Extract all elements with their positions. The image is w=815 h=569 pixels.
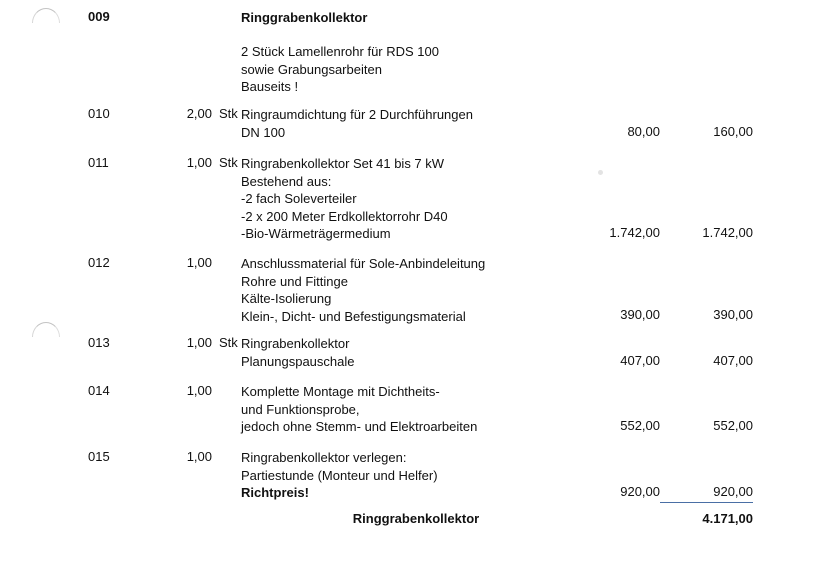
row-unit-price: 407,00 xyxy=(620,353,660,368)
row-position: 012 xyxy=(88,255,110,270)
description-line: Ringrabenkollektor verlegen: xyxy=(241,450,407,465)
row-position: 013 xyxy=(88,335,110,350)
row-quantity: 1,00 xyxy=(186,255,212,270)
description-line: Rohre und Fittinge xyxy=(241,273,348,289)
description-line: DN 100 xyxy=(241,124,286,140)
row-description xyxy=(241,155,591,243)
description-line: 2 Stück Lamellenrohr für RDS 100 xyxy=(241,44,439,59)
description-line: Klein-, Dicht- und Befestigungsmaterial xyxy=(241,308,466,324)
row-unit-price: 920,00 xyxy=(620,484,660,499)
row-total-price: 1.742,00 xyxy=(702,225,753,240)
row-quantity: 2,00 xyxy=(186,106,212,121)
row-quantity: 1,00 xyxy=(186,155,212,170)
row-quantity: 1,00 xyxy=(186,449,212,464)
description-line: Ringrabenkollektor xyxy=(241,336,350,351)
description-line: Ringgrabenkollektor xyxy=(241,10,368,25)
row-description xyxy=(241,9,591,27)
row-total-price: 552,00 xyxy=(713,418,753,433)
row-description xyxy=(241,449,591,502)
row-description xyxy=(241,255,591,325)
row-unit: Stk xyxy=(219,106,238,121)
description-line: Planungspauschale xyxy=(241,353,355,369)
row-total-price: 920,00 xyxy=(713,484,753,499)
row-position: 014 xyxy=(88,383,110,398)
row-position: 015 xyxy=(88,449,110,464)
row-unit: Stk xyxy=(219,155,238,170)
description-line: Ringraumdichtung für 2 Durchführungen xyxy=(241,107,473,122)
row-total-price: 407,00 xyxy=(713,353,753,368)
description-line: Ringrabenkollektor Set 41 bis 7 kW xyxy=(241,156,445,171)
description-line: Kälte-Isolierung xyxy=(241,291,332,306)
row-unit-price: 80,00 xyxy=(627,124,660,139)
row-position: 009 xyxy=(88,9,110,24)
row-total-price: 390,00 xyxy=(713,307,753,322)
punch-hole-mark-icon xyxy=(32,322,60,337)
description-line: -2 x 200 Meter Erdkollektorrohr D40 xyxy=(241,208,448,224)
description-line: Partiestunde (Monteur und Helfer) xyxy=(241,467,438,483)
row-description xyxy=(241,383,591,436)
scan-artifact-icon xyxy=(598,170,603,175)
row-position: 010 xyxy=(88,106,110,121)
row-unit-price: 390,00 xyxy=(620,307,660,322)
description-emphasis-line: Richtpreis! xyxy=(241,485,309,500)
row-total-price: 160,00 xyxy=(713,124,753,139)
punch-hole-mark-icon xyxy=(32,8,60,23)
description-line: Komplette Montage mit Dichtheits- xyxy=(241,384,440,399)
description-line: -Bio-Wärmeträgermedium xyxy=(241,226,391,241)
summary-label: Ringgrabenkollektor xyxy=(352,511,480,526)
row-quantity: 1,00 xyxy=(186,383,212,398)
row-quantity: 1,00 xyxy=(186,335,212,350)
row-description xyxy=(241,106,591,141)
row-description xyxy=(241,43,591,96)
description-line: Bauseits ! xyxy=(241,79,299,94)
summary-divider xyxy=(660,502,753,503)
description-line: -2 fach Soleverteiler xyxy=(241,191,357,206)
description-line: sowie Grabungsarbeiten xyxy=(241,61,382,77)
description-line: Anschlussmaterial für Sole-Anbindeleitung xyxy=(241,256,486,271)
row-description xyxy=(241,335,591,370)
description-line: jedoch ohne Stemm- und Elektroarbeiten xyxy=(241,419,478,434)
summary-total: 4.171,00 xyxy=(702,511,753,526)
row-unit-price: 552,00 xyxy=(620,418,660,433)
description-line: Bestehend aus: xyxy=(241,173,332,189)
row-position: 011 xyxy=(88,155,109,170)
row-unit: Stk xyxy=(219,335,238,350)
row-unit-price: 1.742,00 xyxy=(609,225,660,240)
description-line: und Funktionsprobe, xyxy=(241,401,360,417)
